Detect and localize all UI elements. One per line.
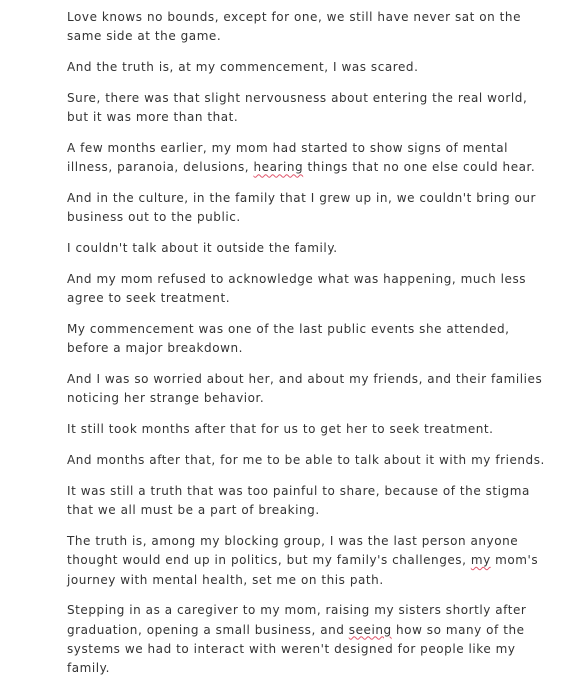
paragraph	[67, 451, 579, 470]
paragraph	[67, 8, 579, 47]
paragraph	[67, 420, 579, 439]
paragraph-text: Love knows no bounds, except for one, we still have never sat on the same side at the game.	[67, 10, 522, 44]
paragraph	[67, 601, 579, 678]
paragraph	[67, 239, 579, 258]
paragraph-text: things that no one else could hear.	[303, 160, 536, 175]
paragraph	[67, 532, 579, 590]
paragraph-text: And my mom refused to acknowledge what was happening, much less agree to seek treatment.	[67, 271, 527, 306]
paragraph-text: It was still a truth that was too painful to share, because of the stigma that we all must be a part of breaking.	[67, 483, 530, 518]
paragraph-text: Stepping in as a caregiver to my mom, raising my sisters shortly after graduation, opening a small business, and	[67, 603, 527, 637]
paragraph	[67, 270, 579, 309]
spellcheck-flagged-word: seeing	[348, 622, 392, 637]
paragraph-text: And the truth is, at my commencement, I was scared.	[67, 60, 419, 75]
paragraph	[67, 189, 579, 228]
paragraph-text: how so many of the systems we had to interact with weren't designed for people like my family.	[67, 622, 525, 676]
paragraph-text: It still took months after that for us to get her to seek treatment.	[67, 422, 494, 437]
paragraph	[67, 58, 579, 77]
spellcheck-flagged-word: hearing	[253, 160, 304, 175]
paragraph	[67, 482, 579, 521]
paragraph-text: mom's journey with mental health, set me on this path.	[67, 553, 539, 587]
spellcheck-flagged-word: my	[470, 553, 491, 568]
paragraph-text: The truth is, among my blocking group, I was the last person anyone thought would end up in politics, but my family's challenges,	[67, 533, 519, 568]
paragraph-text: Sure, there was that slight nervousness about entering the real world, but it was more than that.	[67, 90, 528, 125]
paragraph	[67, 89, 579, 128]
paragraph-text: I couldn't talk about it outside the family.	[67, 241, 338, 256]
paragraph-text: A few months earlier, my mom had started to show signs of mental illness, paranoia, delusions,	[67, 140, 509, 175]
paragraph	[67, 320, 579, 359]
paragraph	[67, 139, 579, 178]
paragraph-text: My commencement was one of the last public events she attended, before a major breakdown.	[67, 322, 510, 356]
paragraph-text: And in the culture, in the family that I grew up in, we couldn't bring our business out to the public.	[67, 191, 537, 225]
paragraph-text: And months after that, for me to be able to talk about it with my friends.	[67, 453, 545, 468]
paragraph-text: And I was so worried about her, and about my friends, and their families noticing her strange behavior.	[67, 372, 543, 406]
paragraph	[67, 370, 579, 409]
document-body[interactable]	[67, 8, 579, 690]
